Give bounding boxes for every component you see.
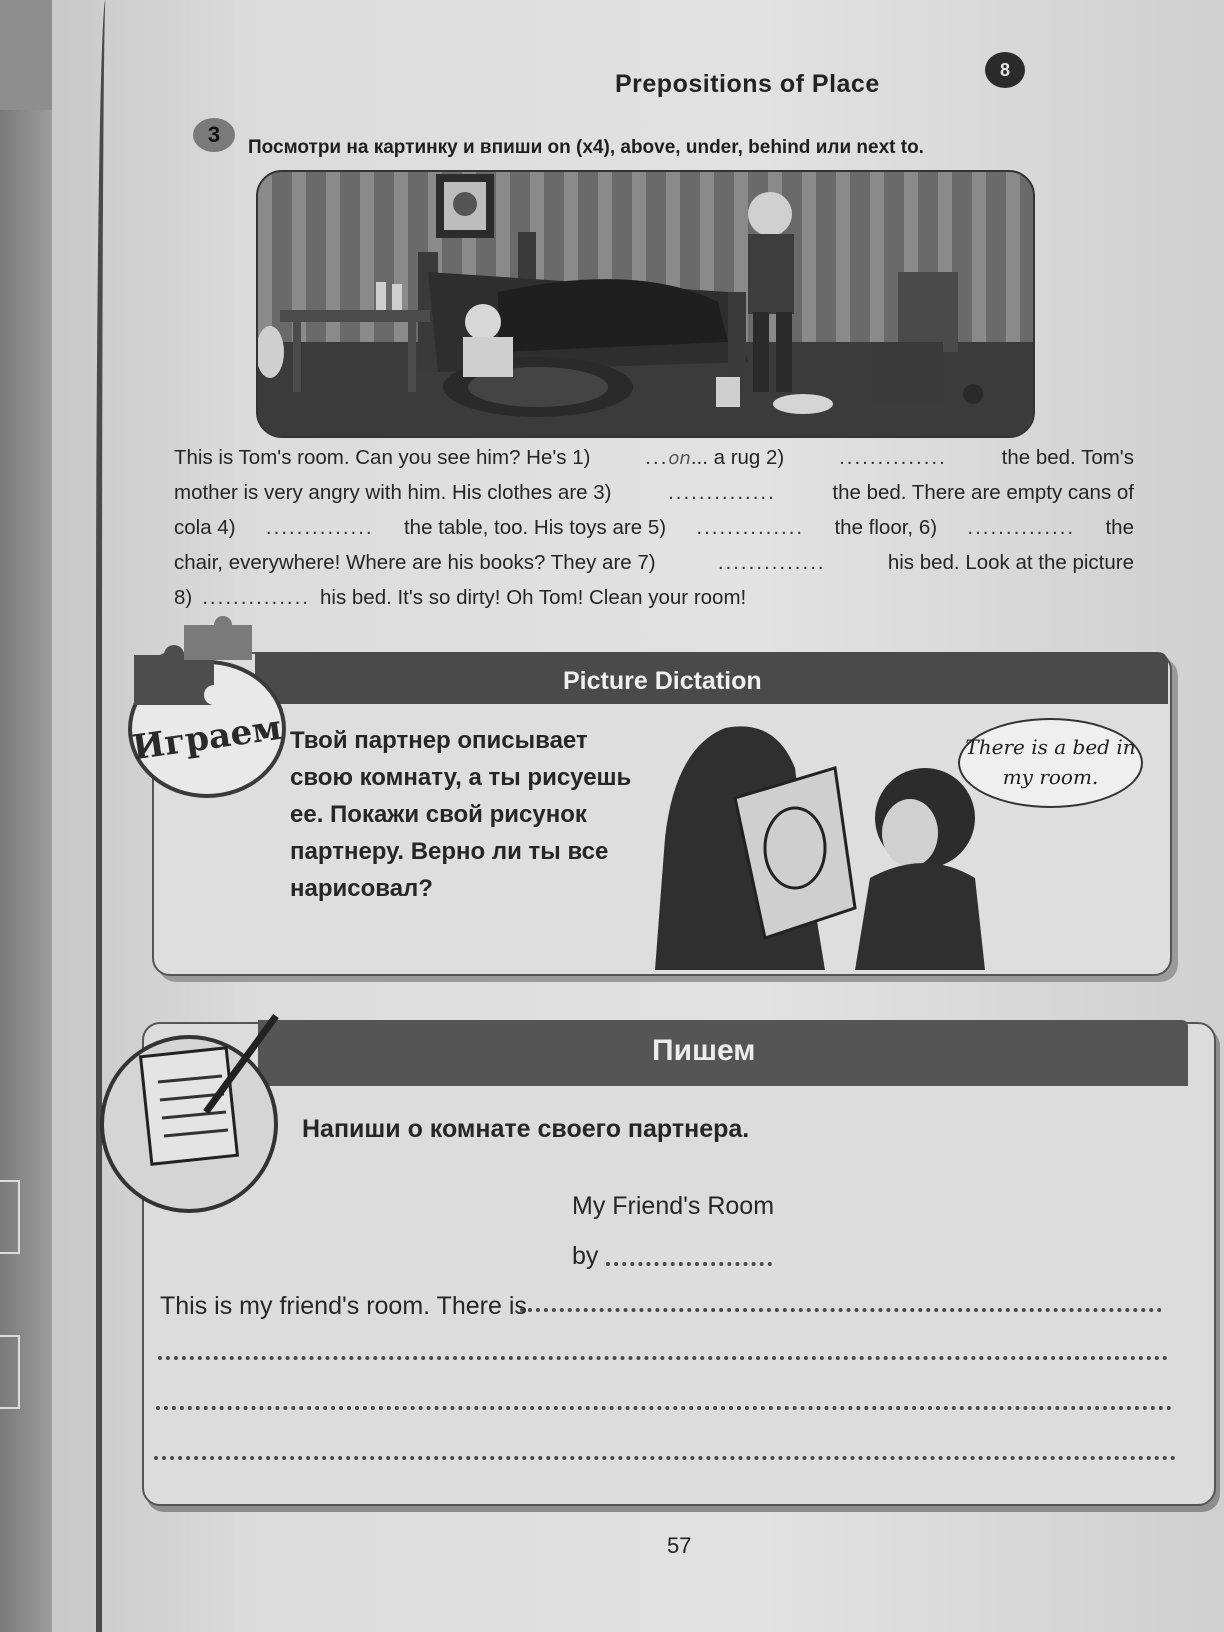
write-section-title: Пишем (652, 1034, 756, 1067)
writing-line[interactable] (158, 1356, 1168, 1360)
writing-line[interactable] (156, 1406, 1172, 1410)
text-line: chair, everywhere! Where are his books? They are 7) .............. his bed. Look at the picture (174, 545, 1134, 580)
blank-5[interactable]: .............. (696, 516, 805, 539)
blank-4[interactable]: .............. (265, 516, 374, 539)
room-illustration (256, 170, 1035, 438)
blank-6[interactable]: .............. (967, 516, 1076, 539)
page-binding-curve (96, 0, 120, 1632)
handwritten-answer: on (668, 448, 691, 469)
blank-7[interactable]: .............. (717, 551, 826, 574)
writing-line[interactable] (154, 1456, 1176, 1460)
text-line: mother is very angry with him. His clothes are 3) .............. the bed. There are empty cans of (174, 475, 1134, 510)
unit-number-badge: 8 (985, 52, 1025, 88)
page-number: 57 (667, 1533, 692, 1558)
page-edge-mark (0, 1180, 20, 1254)
text-line: cola 4) .............. the table, too. His toys are 5) .............. the floor, 6) .............. the (174, 510, 1134, 545)
notepad-pencil-icon (126, 1012, 286, 1172)
blank-2[interactable]: .............. (839, 446, 947, 469)
blank-8[interactable]: .............. (202, 586, 310, 609)
text-line: This is Tom's room. Can you see him? He's 1) ...on... a rug 2) .............. the bed. Tom's (174, 440, 1134, 475)
play-instructions: Твой партнер описывает свою комнату, а ты рисуешь ее. Покажи свой рисунок партнеру. Верно ли ты все нарисовал? (290, 727, 632, 902)
essay-title: My Friend's Room (572, 1192, 775, 1220)
essay-start-text: This is my friend's room. There is (160, 1292, 527, 1320)
speech-bubble: There is a bed in my room. (958, 718, 1143, 808)
exercise-instruction: Посмотри на картинку и впиши on (x4), above, under, behind или next to. (248, 137, 924, 158)
writing-line[interactable] (520, 1308, 1162, 1312)
play-section-title: Picture Dictation (563, 667, 762, 695)
unit-title: Prepositions of Place (615, 70, 880, 98)
exercise-number: 3 (193, 118, 235, 152)
play-badge-label: Играем (129, 707, 284, 769)
author-name-blank[interactable] (606, 1262, 772, 1266)
exercise-text (174, 440, 1134, 615)
puzzle-pieces-icon (124, 615, 259, 705)
write-instruction: Напиши о комнате своего партнера. (302, 1115, 750, 1143)
blank-3[interactable]: .............. (668, 481, 776, 504)
text-line: 8) .............. his bed. It's so dirty! Oh Tom! Clean your room! (174, 580, 1134, 615)
author-line: by (572, 1242, 599, 1270)
page-edge-mark (0, 1335, 20, 1409)
